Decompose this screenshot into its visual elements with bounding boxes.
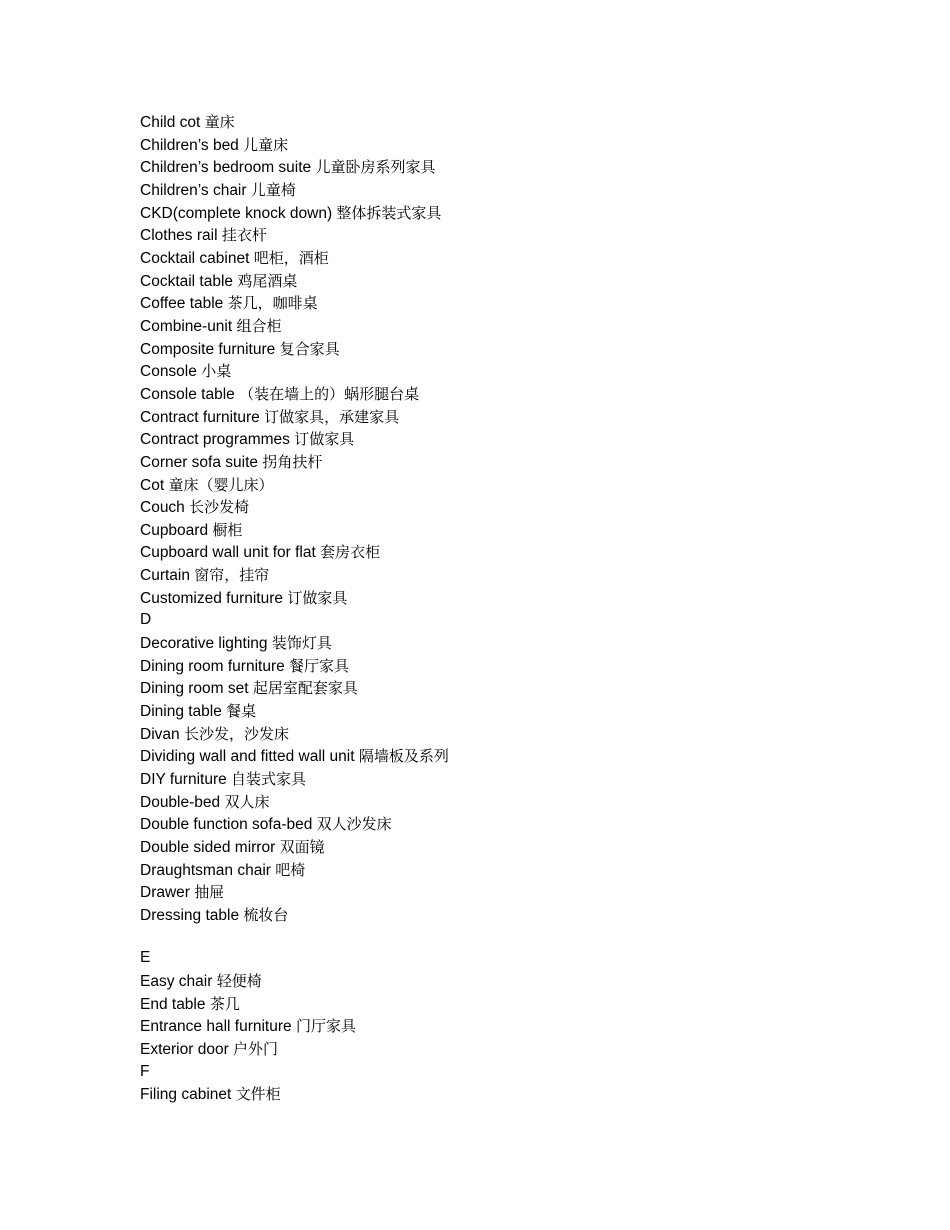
entry-chinese: 隔墙板及系列 bbox=[358, 747, 449, 766]
entry-english: Entrance hall furniture bbox=[140, 1018, 292, 1036]
glossary-entry bbox=[140, 451, 449, 474]
entry-english: Cocktail cabinet bbox=[140, 249, 250, 267]
section-letter bbox=[140, 609, 449, 632]
glossary-entry bbox=[140, 360, 449, 383]
entry-english: Exterior door bbox=[140, 1040, 229, 1058]
glossary-entry bbox=[140, 1038, 449, 1061]
glossary-entry bbox=[140, 270, 449, 293]
entry-chinese: 套房衣柜 bbox=[320, 543, 381, 562]
entry-chinese: 茶几，咖啡桌 bbox=[227, 294, 318, 313]
entry-chinese: 双人沙发床 bbox=[316, 815, 392, 834]
glossary-entry bbox=[140, 292, 449, 315]
glossary-entry bbox=[140, 1015, 449, 1038]
glossary-list bbox=[140, 111, 449, 1106]
glossary-entry bbox=[140, 859, 449, 882]
entry-english: Corner sofa suite bbox=[140, 453, 259, 471]
entry-english: Draughtsman chair bbox=[140, 861, 271, 879]
entry-english: Customized furniture bbox=[140, 589, 284, 607]
glossary-entry bbox=[140, 496, 449, 519]
glossary-entry bbox=[140, 224, 449, 247]
section-letter bbox=[140, 947, 449, 970]
section-letter-text: D bbox=[140, 611, 152, 629]
entry-english: Dining table bbox=[140, 703, 222, 721]
entry-chinese: 门厅家具 bbox=[295, 1017, 356, 1036]
entry-chinese: 儿童卧房系列家具 bbox=[315, 158, 436, 177]
glossary-entry bbox=[140, 202, 449, 225]
glossary-entry bbox=[140, 970, 449, 993]
glossary-entry bbox=[140, 677, 449, 700]
glossary-entry bbox=[140, 632, 449, 655]
entry-english: Couch bbox=[140, 499, 185, 517]
entry-english: Easy chair bbox=[140, 972, 213, 990]
entry-chinese: 户外门 bbox=[233, 1039, 279, 1058]
entry-english: Cupboard wall unit for flat bbox=[140, 544, 316, 562]
entry-chinese: 茶几 bbox=[209, 994, 240, 1013]
glossary-entry bbox=[140, 156, 449, 179]
section-letter bbox=[140, 1061, 449, 1084]
entry-english: Children’s bed bbox=[140, 136, 239, 154]
entry-chinese: 挂衣杆 bbox=[221, 226, 267, 245]
entry-chinese: 双面镜 bbox=[279, 838, 325, 856]
entry-english: Children’s chair bbox=[140, 181, 247, 199]
entry-chinese: 儿童床 bbox=[243, 135, 289, 154]
entry-chinese: 长沙发椅 bbox=[189, 498, 250, 517]
entry-chinese: 儿童椅 bbox=[250, 180, 296, 199]
entry-chinese: 装饰灯具 bbox=[271, 634, 332, 653]
entry-english: Dividing wall and fitted wall unit bbox=[140, 748, 355, 766]
glossary-entry bbox=[140, 700, 449, 723]
glossary-entry bbox=[140, 904, 449, 927]
entry-english: Divan bbox=[140, 725, 180, 743]
glossary-entry bbox=[140, 723, 449, 746]
glossary-entry bbox=[140, 406, 449, 429]
entry-chinese: 吧柜，酒柜 bbox=[253, 248, 329, 267]
glossary-entry bbox=[140, 813, 449, 836]
entry-chinese: 吧椅 bbox=[275, 860, 306, 879]
glossary-entry bbox=[140, 519, 449, 542]
glossary-entry bbox=[140, 768, 449, 791]
entry-chinese: 轻便椅 bbox=[216, 971, 262, 990]
entry-chinese: 童床（婴儿床） bbox=[168, 475, 274, 494]
glossary-entry bbox=[140, 655, 449, 678]
glossary-entry bbox=[140, 1083, 449, 1106]
entry-english: Coffee table bbox=[140, 295, 224, 313]
entry-english: Cupboard bbox=[140, 521, 209, 539]
glossary-entry bbox=[140, 587, 449, 610]
entry-english: Dining room set bbox=[140, 680, 249, 698]
entry-english: Console table bbox=[140, 385, 235, 403]
section-letter-text: E bbox=[140, 949, 151, 967]
entry-chinese: 文件柜 bbox=[235, 1085, 281, 1104]
entry-chinese: 窗帘，挂帘 bbox=[194, 566, 270, 585]
glossary-entry bbox=[140, 881, 449, 904]
entry-english: Double-bed bbox=[140, 793, 221, 811]
entry-chinese: 订做家具 bbox=[287, 588, 348, 607]
entry-chinese: 起居室配套家具 bbox=[252, 679, 358, 698]
entry-english: Cocktail table bbox=[140, 272, 234, 290]
entry-english: Drawer bbox=[140, 884, 190, 902]
blank-line bbox=[140, 927, 449, 948]
entry-english: Contract programmes bbox=[140, 431, 290, 449]
entry-english: DIY furniture bbox=[140, 771, 227, 789]
glossary-entry bbox=[140, 247, 449, 270]
glossary-entry bbox=[140, 564, 449, 587]
glossary-entry bbox=[140, 474, 449, 497]
entry-english: Double sided mirror bbox=[140, 839, 276, 856]
entry-chinese: 鸡尾酒桌 bbox=[237, 271, 298, 290]
entry-english: Curtain bbox=[140, 567, 190, 585]
glossary-entry bbox=[140, 338, 449, 361]
entry-chinese: （装在墙上的）蜗形腿台桌 bbox=[239, 384, 420, 403]
entry-chinese: 长沙发，沙发床 bbox=[183, 724, 289, 743]
entry-chinese: 订做家具，承建家具 bbox=[264, 407, 400, 426]
entry-chinese: 整体拆装式家具 bbox=[336, 203, 442, 222]
entry-chinese: 复合家具 bbox=[279, 339, 340, 358]
section-letter-text: F bbox=[140, 1062, 150, 1080]
glossary-entry bbox=[140, 111, 449, 134]
entry-chinese: 双人床 bbox=[224, 792, 270, 811]
glossary-entry bbox=[140, 428, 449, 451]
entry-english: CKD(complete knock down) bbox=[140, 204, 333, 222]
entry-english: Cot bbox=[140, 476, 165, 494]
entry-english: Dining room furniture bbox=[140, 657, 285, 675]
glossary-entry bbox=[140, 179, 449, 202]
entry-english: Console bbox=[140, 363, 197, 381]
entry-chinese: 小桌 bbox=[201, 362, 232, 381]
entry-chinese: 梳妆台 bbox=[243, 905, 289, 924]
entry-english: Composite furniture bbox=[140, 340, 276, 358]
glossary-entry bbox=[140, 791, 449, 814]
glossary-entry bbox=[140, 745, 449, 768]
entry-english: Child cot bbox=[140, 114, 201, 131]
entry-english: Double function sofa-bed bbox=[140, 816, 313, 834]
entry-chinese: 自装式家具 bbox=[231, 770, 307, 789]
entry-chinese: 拐角扶杆 bbox=[262, 452, 323, 471]
entry-chinese: 组合柜 bbox=[236, 316, 282, 335]
entry-chinese: 订做家具 bbox=[294, 430, 355, 449]
glossary-entry bbox=[140, 993, 449, 1016]
entry-english: Decorative lighting bbox=[140, 635, 268, 653]
glossary-entry bbox=[140, 383, 449, 406]
entry-english: Clothes rail bbox=[140, 227, 218, 245]
entry-english: Children’s bedroom suite bbox=[140, 159, 312, 177]
glossary-entry bbox=[140, 134, 449, 157]
entry-english: End table bbox=[140, 995, 206, 1013]
entry-chinese: 餐厅家具 bbox=[289, 656, 350, 675]
entry-chinese: 童床 bbox=[204, 113, 235, 131]
entry-chinese: 餐桌 bbox=[226, 702, 257, 721]
entry-english: Contract furniture bbox=[140, 408, 260, 426]
entry-english: Combine-unit bbox=[140, 317, 233, 335]
glossary-entry bbox=[140, 541, 449, 564]
glossary-entry bbox=[140, 315, 449, 338]
entry-english: Dressing table bbox=[140, 906, 240, 924]
entry-chinese: 橱柜 bbox=[212, 520, 243, 539]
entry-english: Filing cabinet bbox=[140, 1086, 232, 1104]
glossary-entry bbox=[140, 836, 449, 859]
entry-chinese: 抽屉 bbox=[194, 883, 225, 902]
